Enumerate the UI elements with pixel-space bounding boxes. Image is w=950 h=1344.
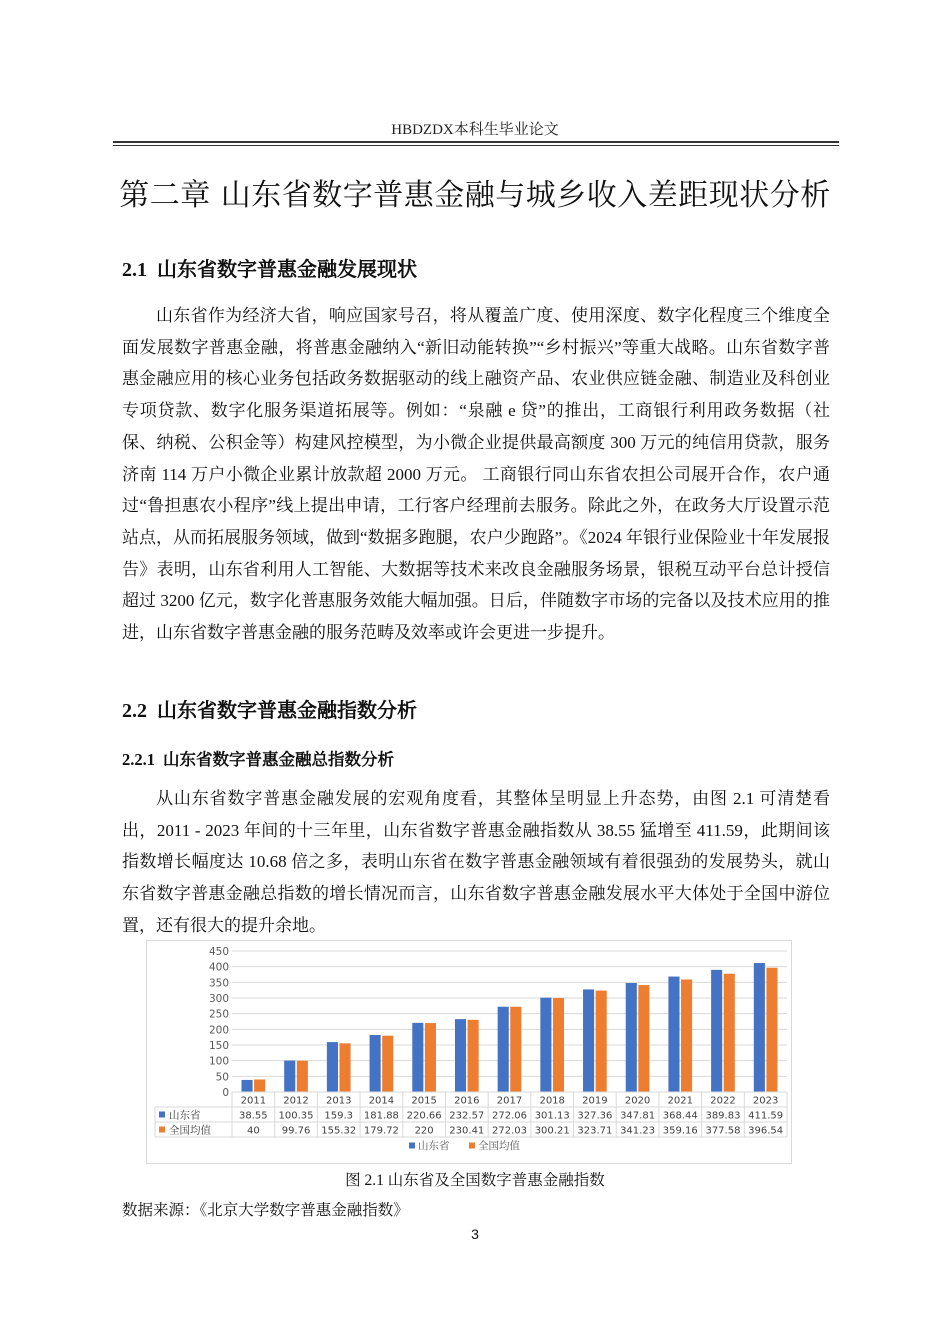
bar [596,991,607,1092]
running-header: HBDZDX本科生毕业论文 [391,122,559,138]
paragraph-2-2-1: 从山东省数字普惠金融发展的宏观角度看，其整体呈明显上升态势，由图 2.1 可清楚看出，2011 - 2023 年间的十三年里，山东省数字普惠金融指数从 38.55 猛增至 411.59，此期间该指数增长幅度达 10.68 倍之多，表明山东省在数字普惠金融领域有着很强劲的发展势头，就山东省数字普惠金融总指数的增长情况而言，山东省数字普惠金融发展水平大体处于全国中游位置，还有很大的提升余地。 [122,789,830,935]
bar [766,968,777,1092]
x-category-label: 2023 [752,1095,779,1107]
table-cell-value: 389.83 [705,1110,741,1122]
x-category-label: 2017 [496,1095,523,1107]
section-number: 2.1 [122,259,147,281]
section-title: 山东省数字普惠金融发展现状 [157,257,417,281]
subsection-number: 2.2.1 [122,750,155,769]
table-cell-value: 301.13 [534,1110,570,1122]
table-series-label: 山东省 [169,1109,201,1122]
y-tick-label: 400 [208,961,229,974]
bar [412,1023,423,1092]
bar [510,1007,521,1092]
y-tick-label: 250 [208,1008,229,1021]
x-category-label: 2011 [240,1095,267,1107]
table-cell-value: 155.32 [321,1125,357,1137]
subsection-heading-2-2-1 [122,746,394,770]
x-category-label: 2021 [667,1095,693,1107]
legend-swatch [469,1143,475,1149]
section-number: 2.2 [122,700,147,722]
bar [370,1035,381,1092]
bar [241,1080,252,1092]
table-cell-value: 396.54 [748,1125,784,1137]
bar [284,1061,295,1092]
x-category-label: 2022 [710,1095,736,1107]
figure-caption: 图 2.1 山东省及全国数字普惠金融指数 [345,1172,605,1189]
bar [455,1019,466,1092]
table-cell-value: 377.58 [705,1125,741,1137]
legend-key [159,1112,165,1118]
bar [724,974,735,1092]
bar [339,1043,350,1092]
paragraph-2-1: 山东省作为经济大省，响应国家号召，将从覆盖广度、使用深度、数字化程度三个维度全面发展数字普惠金融，将普惠金融纳入“新旧动能转换”“乡村振兴”等重大战略。山东省数字普惠金融应用的核心业务包括政务数据驱动的线上融资产品、农业供应链金融、制造业及科创业专项贷款、数字化服务渠道拓展等。例如：“泉融 e 贷”的推出，工商银行利用政务数据（社保、纳税、公积金等）构建风控模型，为小微企业提供最高额度 300 万元的纯信用贷款，服务济南 114 万户小微企业累计放款超 2000 万元。 工商银行同山东省农担公司展开合作，农户通过“鲁担惠农小程序”线上提出申请，工行客户经理前去服务。除此之外，在政务大厅设置示范站点，从而拓展服务领域，做到“数据多跑腿，农户少跑路”。《2024 年银行业保险业十年发展报告》表明，山东省利用人工智能、大数据等技术来改良金融服务场景，银税互动平台总计授信超过 3200 亿元，数字化普惠服务效能大幅加强。日后，伴随数字市场的完备以及技术应用的推进，山东省数字普惠金融的服务范畴及效率或许会更进一步提升。 [122,306,830,643]
bar [681,979,692,1092]
table-cell-value: 179.72 [363,1125,399,1137]
x-category-label: 2020 [624,1095,651,1107]
header-rule-thin [113,145,839,146]
table-cell-value: 230.41 [449,1125,485,1137]
x-category-label: 2018 [539,1095,565,1107]
figure-2-1-chart [146,940,792,1164]
table-cell-value: 100.35 [278,1110,314,1122]
table-cell-value: 272.03 [492,1125,527,1137]
y-tick-label: 50 [215,1071,229,1084]
table-cell-value: 300.21 [534,1125,570,1137]
y-tick-label: 100 [208,1055,229,1068]
header-rule [113,141,839,143]
y-tick-label: 350 [208,977,229,990]
bar [638,985,649,1092]
table-cell-value: 341.23 [620,1125,656,1137]
x-category-label: 2015 [411,1095,437,1107]
table-cell-value: 159.3 [324,1110,354,1122]
bar [468,1020,479,1092]
table-cell-value: 368.44 [662,1110,698,1122]
data-source-note: 数据来源：《北京大学数字普惠金融指数》 [122,1202,409,1219]
y-tick-label: 0 [222,1087,229,1099]
legend-key [159,1127,165,1133]
table-cell-value: 181.88 [363,1110,399,1122]
page-number: 3 [471,1226,479,1242]
bar [711,970,722,1092]
bar [668,977,679,1092]
bar [626,983,637,1092]
bar [498,1007,509,1092]
y-tick-label: 450 [208,946,229,958]
table-cell-value: 38.55 [239,1110,268,1122]
bar [254,1079,265,1092]
section-title: 山东省数字普惠金融指数分析 [157,698,417,722]
table-cell-value: 99.76 [281,1125,311,1137]
table-cell-value: 323.71 [577,1125,613,1137]
x-category-label: 2019 [582,1095,608,1107]
chapter-title: 第二章 山东省数字普惠金融与城乡收入差距现状分析 [119,178,831,213]
table-series-label: 全国均值 [169,1124,211,1137]
table-cell-value: 40 [246,1125,260,1137]
legend-label: 全国均值 [478,1140,520,1152]
table-cell-value: 411.59 [748,1110,784,1122]
bar [327,1042,338,1092]
y-tick-label: 200 [208,1024,229,1037]
bar [382,1036,393,1092]
section-heading-2-2 [122,694,417,723]
table-cell-value: 359.16 [662,1125,698,1137]
bar [425,1023,436,1092]
x-category-label: 2014 [368,1095,395,1107]
bar [540,998,551,1092]
subsection-title: 山东省数字普惠金融总指数分析 [163,750,394,769]
x-category-label: 2012 [283,1095,309,1107]
table-cell-value: 232.57 [449,1110,485,1122]
table-cell-value: 347.81 [620,1110,656,1122]
table-cell-value: 220 [414,1125,434,1137]
table-cell-value: 272.06 [492,1110,527,1122]
section-heading-2-1 [122,253,417,282]
table-cell-value: 327.36 [577,1110,613,1122]
bar [754,963,765,1092]
x-category-label: 2016 [454,1095,480,1107]
legend-swatch [409,1143,415,1149]
y-tick-label: 150 [208,1040,229,1052]
legend-label: 山东省 [418,1140,450,1152]
table-cell-value: 220.66 [406,1110,442,1122]
bar [583,989,594,1092]
x-category-label: 2013 [326,1095,352,1107]
bar [553,998,564,1092]
bar [297,1061,308,1092]
bar-chart [147,941,791,1163]
y-tick-label: 300 [208,993,229,1005]
